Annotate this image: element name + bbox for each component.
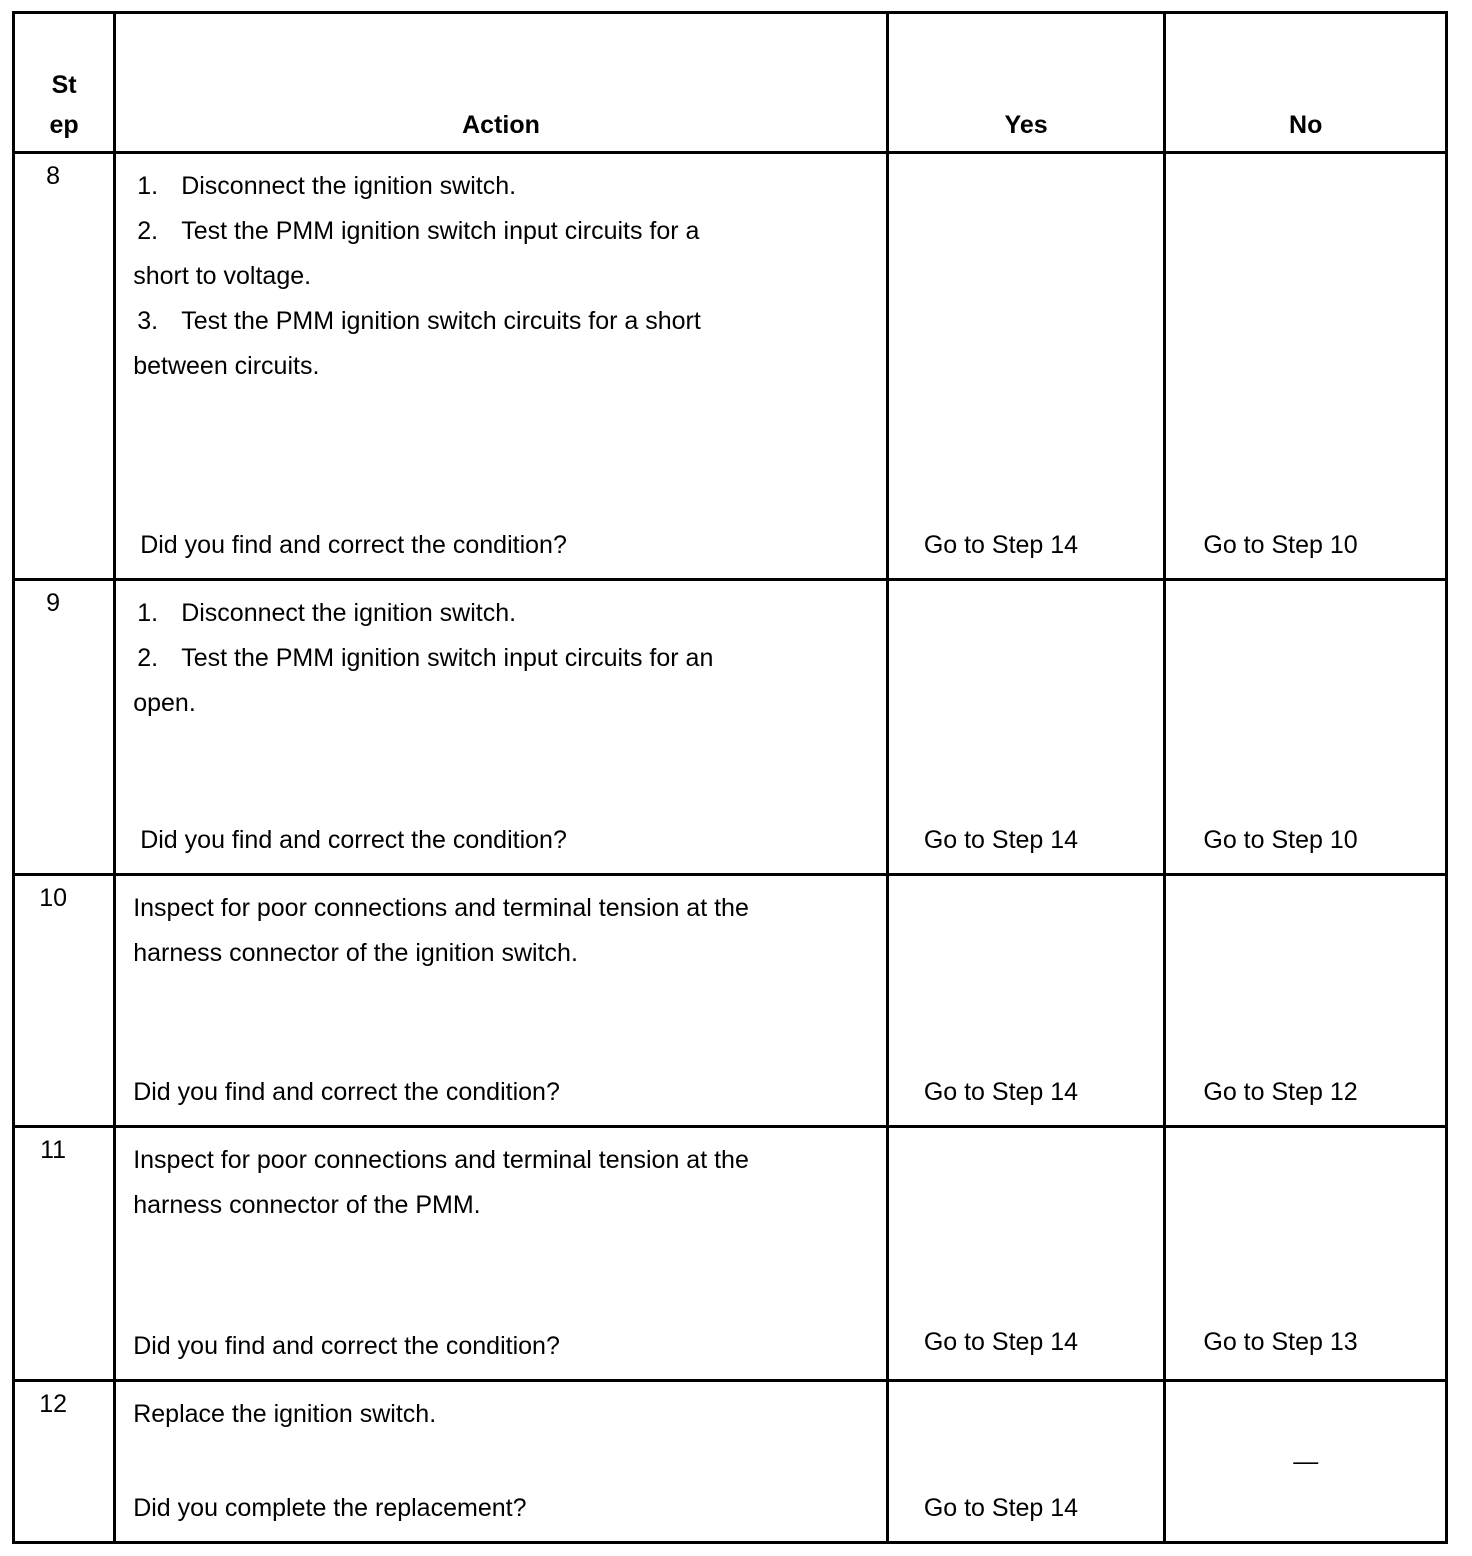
header-no: No (1165, 13, 1447, 153)
no-cell (1165, 1381, 1447, 1543)
diagnostic-table (12, 11, 1448, 1544)
yes-result: Go to Step 14 (923, 826, 1079, 854)
action-item-continued: between circuits. (133, 352, 320, 380)
yes-cell (887, 580, 1165, 875)
question-text: Did you find and correct the condition? (140, 531, 567, 559)
yes-cell (887, 875, 1165, 1127)
action-text: Inspect for poor connections and terminal tension at the (133, 1146, 749, 1174)
no-result: — (1293, 1447, 1319, 1475)
table-row (14, 580, 1447, 875)
question-text: Did you complete the replacement? (133, 1494, 527, 1522)
action-text: harness connector of the ignition switch. (133, 939, 578, 967)
yes-result: Go to Step 14 (923, 1078, 1079, 1106)
yes-cell (887, 1127, 1165, 1381)
question-text: Did you find and correct the condition? (133, 1332, 560, 1360)
action-cell (115, 875, 888, 1127)
action-item: 1. Disconnect the ignition switch. (137, 172, 517, 200)
table-row (14, 1381, 1447, 1543)
action-cell (115, 1127, 888, 1381)
question-text: Did you find and correct the condition? (133, 1078, 560, 1106)
table-row (14, 875, 1447, 1127)
action-item: 2. Test the PMM ignition switch input circuits for an (137, 644, 714, 672)
yes-cell (887, 153, 1165, 580)
step-number: 12 (14, 1381, 115, 1543)
action-item: 2. Test the PMM ignition switch input circuits for a (137, 217, 700, 245)
action-cell (115, 153, 888, 580)
no-cell (1165, 580, 1447, 875)
action-text: Inspect for poor connections and terminal tension at the (133, 894, 749, 922)
action-item: 3. Test the PMM ignition switch circuits for a short (137, 307, 701, 335)
action-cell (115, 1381, 888, 1543)
step-number: 10 (14, 875, 115, 1127)
no-result: Go to Step 10 (1203, 531, 1358, 559)
no-cell (1165, 875, 1447, 1127)
no-cell (1165, 153, 1447, 580)
action-cell (115, 580, 888, 875)
yes-result: Go to Step 14 (923, 531, 1079, 559)
step-number: 9 (14, 580, 115, 875)
header-action: Action (115, 13, 888, 153)
no-result: Go to Step 13 (1203, 1328, 1358, 1356)
header-yes: Yes (887, 13, 1165, 153)
step-number: 8 (14, 153, 115, 580)
action-item: 1. Disconnect the ignition switch. (137, 599, 517, 627)
question-text: Did you find and correct the condition? (140, 826, 567, 854)
table-row (14, 1127, 1447, 1381)
yes-cell (887, 1381, 1165, 1543)
no-cell (1165, 1127, 1447, 1381)
action-text: harness connector of the PMM. (133, 1191, 481, 1219)
action-text: Replace the ignition switch. (133, 1400, 437, 1428)
header-step: St ep (14, 13, 115, 153)
yes-result: Go to Step 14 (923, 1328, 1079, 1356)
action-item-continued: open. (133, 689, 196, 717)
yes-result: Go to Step 14 (923, 1494, 1079, 1522)
table-row (14, 153, 1447, 580)
no-result: Go to Step 12 (1203, 1078, 1358, 1106)
action-item-continued: short to voltage. (133, 262, 312, 290)
header-row (14, 13, 1447, 153)
no-result: Go to Step 10 (1203, 826, 1358, 854)
step-number: 11 (14, 1127, 115, 1381)
